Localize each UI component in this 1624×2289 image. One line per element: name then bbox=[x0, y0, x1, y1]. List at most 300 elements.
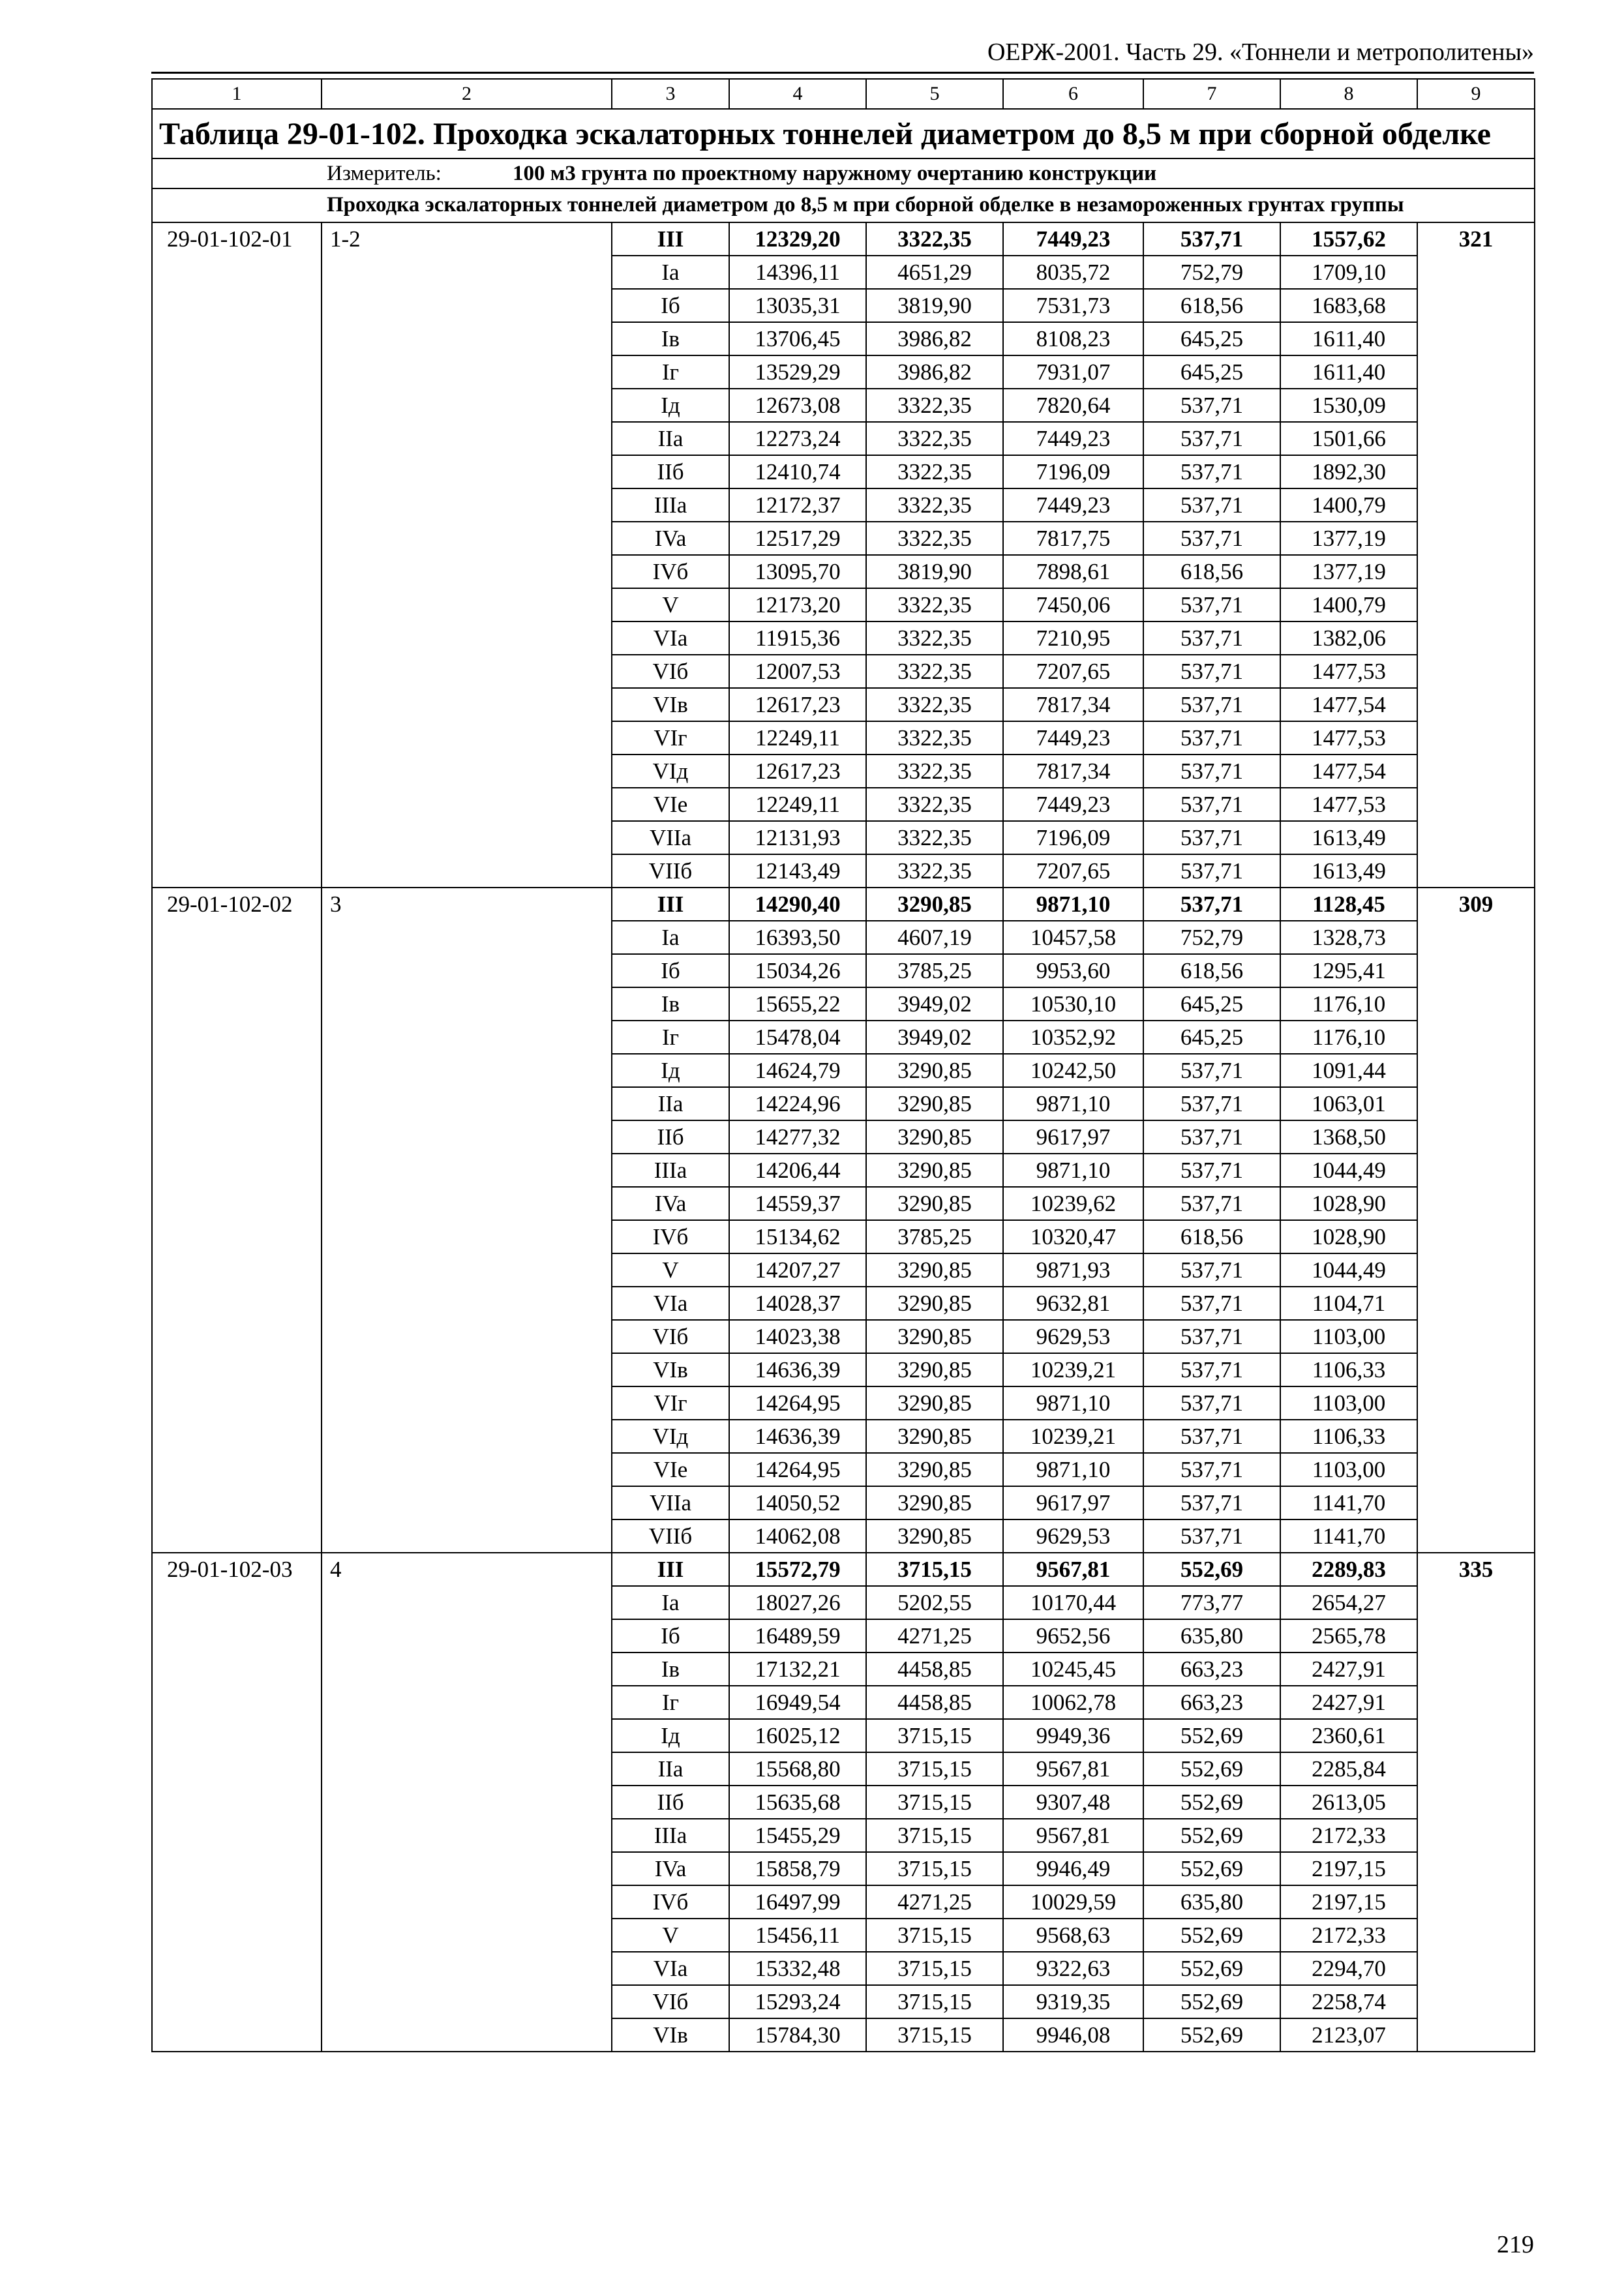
cost-value: 15572,79 bbox=[729, 1553, 866, 1586]
cost-value: 1557,62 bbox=[1280, 222, 1417, 256]
cost-value: 3322,35 bbox=[866, 522, 1003, 555]
region-code: Iв bbox=[612, 322, 729, 355]
cost-value: 15635,68 bbox=[729, 1786, 866, 1819]
region-code: Iд bbox=[612, 389, 729, 422]
cost-value: 7817,34 bbox=[1003, 755, 1143, 788]
cost-value: 537,71 bbox=[1143, 1486, 1280, 1519]
labor-norm: 335 bbox=[1417, 1553, 1535, 2052]
cost-value: 552,69 bbox=[1143, 1786, 1280, 1819]
region-code: Ia bbox=[612, 1586, 729, 1619]
cost-value: 13035,31 bbox=[729, 289, 866, 322]
page-number: 219 bbox=[1497, 2231, 1534, 2258]
region-code: IIIa bbox=[612, 1819, 729, 1852]
region-code: VIa bbox=[612, 621, 729, 655]
cost-value: 537,71 bbox=[1143, 621, 1280, 655]
cost-value: 12173,20 bbox=[729, 588, 866, 621]
cost-value: 16949,54 bbox=[729, 1686, 866, 1719]
labor-norm: 321 bbox=[1417, 222, 1535, 888]
cost-value: 14264,95 bbox=[729, 1453, 866, 1486]
soil-group: 3 bbox=[322, 888, 612, 1553]
cost-value: 552,69 bbox=[1143, 1752, 1280, 1786]
cost-value: 635,80 bbox=[1143, 1619, 1280, 1653]
cost-value: 2613,05 bbox=[1280, 1786, 1417, 1819]
cost-value: 15332,48 bbox=[729, 1952, 866, 1985]
region-code: IVб bbox=[612, 1220, 729, 1253]
cost-value: 2654,27 bbox=[1280, 1586, 1417, 1619]
cost-value: 7210,95 bbox=[1003, 621, 1143, 655]
cost-value: 537,71 bbox=[1143, 455, 1280, 488]
cost-value: 14636,39 bbox=[729, 1420, 866, 1453]
cost-value: 3290,85 bbox=[866, 1253, 1003, 1287]
cost-value: 15134,62 bbox=[729, 1220, 866, 1253]
cost-value: 14290,40 bbox=[729, 888, 866, 921]
cost-value: 3986,82 bbox=[866, 355, 1003, 389]
region-code: III bbox=[612, 888, 729, 921]
cost-value: 14023,38 bbox=[729, 1320, 866, 1353]
region-code: Iб bbox=[612, 954, 729, 987]
cost-value: 7898,61 bbox=[1003, 555, 1143, 588]
cost-value: 9946,49 bbox=[1003, 1852, 1143, 1885]
cost-value: 1382,06 bbox=[1280, 621, 1417, 655]
cost-value: 1477,54 bbox=[1280, 688, 1417, 721]
cost-value: 3949,02 bbox=[866, 1021, 1003, 1054]
region-code: VIд bbox=[612, 755, 729, 788]
region-code: IVб bbox=[612, 555, 729, 588]
cost-value: 1400,79 bbox=[1280, 588, 1417, 621]
cost-value: 552,69 bbox=[1143, 1553, 1280, 1586]
cost-value: 15034,26 bbox=[729, 954, 866, 987]
region-code: IIIa bbox=[612, 488, 729, 522]
cost-value: 537,71 bbox=[1143, 1054, 1280, 1087]
region-code: Iг bbox=[612, 1021, 729, 1054]
cost-value: 10352,92 bbox=[1003, 1021, 1143, 1054]
cost-value: 7450,06 bbox=[1003, 588, 1143, 621]
region-code: IIa bbox=[612, 422, 729, 455]
cost-value: 2565,78 bbox=[1280, 1619, 1417, 1653]
cost-value: 12172,37 bbox=[729, 488, 866, 522]
cost-value: 9568,63 bbox=[1003, 1919, 1143, 1952]
cost-value: 645,25 bbox=[1143, 987, 1280, 1021]
cost-value: 3785,25 bbox=[866, 1220, 1003, 1253]
cost-value: 1613,49 bbox=[1280, 854, 1417, 888]
cost-value: 9632,81 bbox=[1003, 1287, 1143, 1320]
cost-value: 9629,53 bbox=[1003, 1519, 1143, 1553]
cost-value: 3322,35 bbox=[866, 222, 1003, 256]
region-code: IVб bbox=[612, 1885, 729, 1919]
cost-value: 14050,52 bbox=[729, 1486, 866, 1519]
cost-value: 12517,29 bbox=[729, 522, 866, 555]
region-code: V bbox=[612, 1253, 729, 1287]
region-code: IIa bbox=[612, 1087, 729, 1120]
cost-value: 13095,70 bbox=[729, 555, 866, 588]
cost-value: 537,71 bbox=[1143, 888, 1280, 921]
region-code: VIв bbox=[612, 1353, 729, 1386]
cost-value: 3715,15 bbox=[866, 1752, 1003, 1786]
table-title: Таблица 29-01-102. Проходка эскалаторных тоннелей диаметром до 8,5 м при сборной обделке bbox=[152, 109, 1535, 158]
cost-value: 752,79 bbox=[1143, 256, 1280, 289]
soil-group: 1-2 bbox=[322, 222, 612, 888]
cost-value: 10239,21 bbox=[1003, 1420, 1143, 1453]
cost-value: 3322,35 bbox=[866, 821, 1003, 854]
description-blank bbox=[152, 188, 322, 222]
cost-value: 7449,23 bbox=[1003, 721, 1143, 755]
cost-value: 2197,15 bbox=[1280, 1885, 1417, 1919]
cost-value: 16497,99 bbox=[729, 1885, 866, 1919]
region-code: VIIб bbox=[612, 854, 729, 888]
cost-value: 537,71 bbox=[1143, 522, 1280, 555]
cost-value: 537,71 bbox=[1143, 1287, 1280, 1320]
cost-value: 537,71 bbox=[1143, 1386, 1280, 1420]
cost-value: 1400,79 bbox=[1280, 488, 1417, 522]
cost-value: 2123,07 bbox=[1280, 2018, 1417, 2052]
cost-value: 635,80 bbox=[1143, 1885, 1280, 1919]
cost-value: 3322,35 bbox=[866, 422, 1003, 455]
region-code: VIв bbox=[612, 2018, 729, 2052]
region-code: Ia bbox=[612, 256, 729, 289]
cost-value: 3322,35 bbox=[866, 721, 1003, 755]
cost-value: 1176,10 bbox=[1280, 1021, 1417, 1054]
cost-value: 1295,41 bbox=[1280, 954, 1417, 987]
cost-value: 1106,33 bbox=[1280, 1420, 1417, 1453]
cost-value: 1611,40 bbox=[1280, 322, 1417, 355]
region-code: Ia bbox=[612, 921, 729, 954]
cost-value: 3986,82 bbox=[866, 322, 1003, 355]
cost-value: 3949,02 bbox=[866, 987, 1003, 1021]
region-code: III bbox=[612, 1553, 729, 1586]
cost-value: 552,69 bbox=[1143, 1985, 1280, 2018]
cost-value: 9567,81 bbox=[1003, 1553, 1143, 1586]
cost-value: 16489,59 bbox=[729, 1619, 866, 1653]
region-code: VIe bbox=[612, 788, 729, 821]
cost-value: 9953,60 bbox=[1003, 954, 1143, 987]
cost-value: 537,71 bbox=[1143, 1519, 1280, 1553]
cost-value: 2285,84 bbox=[1280, 1752, 1417, 1786]
region-code: VIa bbox=[612, 1287, 729, 1320]
unit-label: Измеритель: bbox=[327, 162, 442, 185]
cost-value: 9871,93 bbox=[1003, 1253, 1143, 1287]
cost-value: 9871,10 bbox=[1003, 1453, 1143, 1486]
cost-value: 1103,00 bbox=[1280, 1386, 1417, 1420]
column-number: 6 bbox=[1003, 79, 1143, 109]
cost-value: 1328,73 bbox=[1280, 921, 1417, 954]
cost-value: 7449,23 bbox=[1003, 422, 1143, 455]
cost-value: 14206,44 bbox=[729, 1154, 866, 1187]
cost-value: 7449,23 bbox=[1003, 488, 1143, 522]
cost-value: 10029,59 bbox=[1003, 1885, 1143, 1919]
column-number: 2 bbox=[322, 79, 612, 109]
rate-code: 29-01-102-03 bbox=[152, 1553, 322, 2052]
cost-value: 3322,35 bbox=[866, 389, 1003, 422]
cost-value: 537,71 bbox=[1143, 1087, 1280, 1120]
unit-row bbox=[152, 158, 1535, 188]
cost-value: 3819,90 bbox=[866, 555, 1003, 588]
cost-value: 1028,90 bbox=[1280, 1220, 1417, 1253]
cost-value: 1141,70 bbox=[1280, 1486, 1417, 1519]
cost-value: 1141,70 bbox=[1280, 1519, 1417, 1553]
cost-value: 9617,97 bbox=[1003, 1120, 1143, 1154]
unit-cell bbox=[322, 158, 1535, 188]
cost-value: 1104,71 bbox=[1280, 1287, 1417, 1320]
cost-value: 18027,26 bbox=[729, 1586, 866, 1619]
cost-value: 537,71 bbox=[1143, 588, 1280, 621]
cost-value: 1477,53 bbox=[1280, 788, 1417, 821]
cost-value: 9946,08 bbox=[1003, 2018, 1143, 2052]
cost-value: 537,71 bbox=[1143, 1420, 1280, 1453]
cost-value: 4271,25 bbox=[866, 1885, 1003, 1919]
cost-value: 3290,85 bbox=[866, 1187, 1003, 1220]
cost-value: 10530,10 bbox=[1003, 987, 1143, 1021]
cost-value: 3290,85 bbox=[866, 1054, 1003, 1087]
cost-value: 2172,33 bbox=[1280, 1819, 1417, 1852]
cost-value: 1063,01 bbox=[1280, 1087, 1417, 1120]
work-description: Проходка эскалаторных тоннелей диаметром до 8,5 м при сборной обделке в незамороженных грунтах группы bbox=[322, 188, 1535, 222]
cost-value: 9567,81 bbox=[1003, 1752, 1143, 1786]
cost-value: 1709,10 bbox=[1280, 256, 1417, 289]
region-code: VIe bbox=[612, 1453, 729, 1486]
cost-value: 537,71 bbox=[1143, 1187, 1280, 1220]
cost-value: 8108,23 bbox=[1003, 322, 1143, 355]
cost-value: 3322,35 bbox=[866, 455, 1003, 488]
cost-value: 2360,61 bbox=[1280, 1719, 1417, 1752]
cost-value: 10239,62 bbox=[1003, 1187, 1143, 1220]
cost-value: 3715,15 bbox=[866, 1852, 1003, 1885]
table-row bbox=[152, 1553, 1535, 1586]
cost-value: 3322,35 bbox=[866, 488, 1003, 522]
cost-value: 3715,15 bbox=[866, 2018, 1003, 2052]
cost-value: 3322,35 bbox=[866, 788, 1003, 821]
cost-value: 15858,79 bbox=[729, 1852, 866, 1885]
column-number: 4 bbox=[729, 79, 866, 109]
cost-value: 3715,15 bbox=[866, 1819, 1003, 1852]
cost-value: 10062,78 bbox=[1003, 1686, 1143, 1719]
column-number: 1 bbox=[152, 79, 322, 109]
region-code: V bbox=[612, 1919, 729, 1952]
cost-value: 1106,33 bbox=[1280, 1353, 1417, 1386]
cost-value: 14277,32 bbox=[729, 1120, 866, 1154]
region-code: VIд bbox=[612, 1420, 729, 1453]
cost-value: 3715,15 bbox=[866, 1919, 1003, 1952]
cost-value: 3290,85 bbox=[866, 1453, 1003, 1486]
cost-value: 3290,85 bbox=[866, 1353, 1003, 1386]
cost-value: 9871,10 bbox=[1003, 1386, 1143, 1420]
cost-value: 3290,85 bbox=[866, 888, 1003, 921]
cost-value: 9322,63 bbox=[1003, 1952, 1143, 1985]
cost-value: 2197,15 bbox=[1280, 1852, 1417, 1885]
region-code: V bbox=[612, 588, 729, 621]
cost-value: 3715,15 bbox=[866, 1719, 1003, 1752]
cost-value: 2258,74 bbox=[1280, 1985, 1417, 2018]
cost-value: 17132,21 bbox=[729, 1653, 866, 1686]
region-code: VIIa bbox=[612, 1486, 729, 1519]
cost-value: 1477,53 bbox=[1280, 655, 1417, 688]
region-code: VIIб bbox=[612, 1519, 729, 1553]
cost-value: 1892,30 bbox=[1280, 455, 1417, 488]
cost-value: 3290,85 bbox=[866, 1386, 1003, 1420]
cost-value: 3715,15 bbox=[866, 1952, 1003, 1985]
region-code: IVa bbox=[612, 1852, 729, 1885]
cost-value: 2172,33 bbox=[1280, 1919, 1417, 1952]
cost-value: 1377,19 bbox=[1280, 555, 1417, 588]
cost-value: 552,69 bbox=[1143, 1952, 1280, 1985]
cost-value: 9319,35 bbox=[1003, 1985, 1143, 2018]
column-number: 7 bbox=[1143, 79, 1280, 109]
region-code: VIв bbox=[612, 688, 729, 721]
table-body bbox=[152, 79, 1535, 2052]
region-code: VIIa bbox=[612, 821, 729, 854]
cost-value: 1368,50 bbox=[1280, 1120, 1417, 1154]
cost-value: 537,71 bbox=[1143, 788, 1280, 821]
cost-value: 3819,90 bbox=[866, 289, 1003, 322]
cost-value: 14224,96 bbox=[729, 1087, 866, 1120]
cost-value: 618,56 bbox=[1143, 1220, 1280, 1253]
cost-value: 4651,29 bbox=[866, 256, 1003, 289]
cost-value: 7817,34 bbox=[1003, 688, 1143, 721]
region-code: III bbox=[612, 222, 729, 256]
cost-value: 1176,10 bbox=[1280, 987, 1417, 1021]
rate-code: 29-01-102-01 bbox=[152, 222, 322, 888]
cost-value: 7196,09 bbox=[1003, 455, 1143, 488]
cost-value: 552,69 bbox=[1143, 1919, 1280, 1952]
labor-norm: 309 bbox=[1417, 888, 1535, 1553]
region-code: IIб bbox=[612, 455, 729, 488]
cost-value: 1530,09 bbox=[1280, 389, 1417, 422]
cost-value: 14028,37 bbox=[729, 1287, 866, 1320]
region-code: Iб bbox=[612, 289, 729, 322]
cost-value: 10245,45 bbox=[1003, 1653, 1143, 1686]
cost-value: 552,69 bbox=[1143, 1719, 1280, 1752]
cost-value: 14559,37 bbox=[729, 1187, 866, 1220]
cost-value: 3290,85 bbox=[866, 1120, 1003, 1154]
cost-value: 1613,49 bbox=[1280, 821, 1417, 854]
cost-value: 537,71 bbox=[1143, 422, 1280, 455]
cost-value: 12617,23 bbox=[729, 755, 866, 788]
cost-value: 537,71 bbox=[1143, 488, 1280, 522]
cost-value: 663,23 bbox=[1143, 1686, 1280, 1719]
cost-value: 7207,65 bbox=[1003, 854, 1143, 888]
cost-value: 15478,04 bbox=[729, 1021, 866, 1054]
cost-value: 1044,49 bbox=[1280, 1154, 1417, 1187]
cost-value: 552,69 bbox=[1143, 1819, 1280, 1852]
cost-value: 9871,10 bbox=[1003, 1154, 1143, 1187]
cost-value: 4458,85 bbox=[866, 1653, 1003, 1686]
region-code: VIб bbox=[612, 655, 729, 688]
cost-value: 1611,40 bbox=[1280, 355, 1417, 389]
cost-value: 537,71 bbox=[1143, 755, 1280, 788]
cost-value: 7820,64 bbox=[1003, 389, 1143, 422]
page-header: ОЕРЖ-2001. Часть 29. «Тоннели и метрополитены» bbox=[987, 38, 1534, 66]
cost-value: 3785,25 bbox=[866, 954, 1003, 987]
region-code: Iд bbox=[612, 1054, 729, 1087]
cost-value: 10457,58 bbox=[1003, 921, 1143, 954]
cost-value: 9617,97 bbox=[1003, 1486, 1143, 1519]
cost-value: 12249,11 bbox=[729, 788, 866, 821]
cost-value: 14396,11 bbox=[729, 256, 866, 289]
cost-value: 618,56 bbox=[1143, 954, 1280, 987]
soil-group: 4 bbox=[322, 1553, 612, 2052]
cost-value: 9871,10 bbox=[1003, 1087, 1143, 1120]
cost-value: 12410,74 bbox=[729, 455, 866, 488]
cost-value: 537,71 bbox=[1143, 389, 1280, 422]
cost-value: 10320,47 bbox=[1003, 1220, 1143, 1253]
cost-value: 618,56 bbox=[1143, 555, 1280, 588]
cost-value: 3715,15 bbox=[866, 1786, 1003, 1819]
cost-value: 15456,11 bbox=[729, 1919, 866, 1952]
cost-value: 773,77 bbox=[1143, 1586, 1280, 1619]
cost-value: 9949,36 bbox=[1003, 1719, 1143, 1752]
unit-value: 100 м3 грунта по проектному наружному очертанию конструкции bbox=[513, 162, 1157, 185]
cost-value: 3290,85 bbox=[866, 1519, 1003, 1553]
cost-value: 3322,35 bbox=[866, 854, 1003, 888]
cost-value: 1044,49 bbox=[1280, 1253, 1417, 1287]
cost-value: 2427,91 bbox=[1280, 1653, 1417, 1686]
cost-value: 537,71 bbox=[1143, 1154, 1280, 1187]
cost-value: 11915,36 bbox=[729, 621, 866, 655]
region-code: Iд bbox=[612, 1719, 729, 1752]
cost-value: 3322,35 bbox=[866, 688, 1003, 721]
cost-value: 537,71 bbox=[1143, 854, 1280, 888]
cost-value: 12131,93 bbox=[729, 821, 866, 854]
region-code: Iг bbox=[612, 1686, 729, 1719]
cost-value: 10170,44 bbox=[1003, 1586, 1143, 1619]
norms-table bbox=[151, 78, 1535, 2052]
column-number: 5 bbox=[866, 79, 1003, 109]
cost-value: 1028,90 bbox=[1280, 1187, 1417, 1220]
cost-value: 3290,85 bbox=[866, 1287, 1003, 1320]
cost-value: 3290,85 bbox=[866, 1087, 1003, 1120]
cost-value: 537,71 bbox=[1143, 688, 1280, 721]
cost-value: 12617,23 bbox=[729, 688, 866, 721]
cost-value: 12143,49 bbox=[729, 854, 866, 888]
cost-value: 2289,83 bbox=[1280, 1553, 1417, 1586]
cost-value: 7531,73 bbox=[1003, 289, 1143, 322]
region-code: VIб bbox=[612, 1320, 729, 1353]
cost-value: 663,23 bbox=[1143, 1653, 1280, 1686]
cost-value: 3715,15 bbox=[866, 1985, 1003, 2018]
cost-value: 10239,21 bbox=[1003, 1353, 1143, 1386]
cost-value: 1128,45 bbox=[1280, 888, 1417, 921]
header-rule bbox=[151, 72, 1534, 74]
unit-blank bbox=[152, 158, 322, 188]
cost-value: 1377,19 bbox=[1280, 522, 1417, 555]
cost-value: 552,69 bbox=[1143, 1852, 1280, 1885]
cost-value: 7207,65 bbox=[1003, 655, 1143, 688]
region-code: Iв bbox=[612, 987, 729, 1021]
cost-value: 3715,15 bbox=[866, 1553, 1003, 1586]
cost-value: 13529,29 bbox=[729, 355, 866, 389]
cost-value: 3322,35 bbox=[866, 655, 1003, 688]
cost-value: 537,71 bbox=[1143, 1320, 1280, 1353]
region-code: VIa bbox=[612, 1952, 729, 1985]
cost-value: 5202,55 bbox=[866, 1586, 1003, 1619]
region-code: IIIa bbox=[612, 1154, 729, 1187]
cost-value: 4458,85 bbox=[866, 1686, 1003, 1719]
cost-value: 1477,53 bbox=[1280, 721, 1417, 755]
cost-value: 9871,10 bbox=[1003, 888, 1143, 921]
region-code: IIa bbox=[612, 1752, 729, 1786]
cost-value: 552,69 bbox=[1143, 2018, 1280, 2052]
cost-value: 12007,53 bbox=[729, 655, 866, 688]
cost-value: 2427,91 bbox=[1280, 1686, 1417, 1719]
cost-value: 537,71 bbox=[1143, 721, 1280, 755]
cost-value: 645,25 bbox=[1143, 322, 1280, 355]
cost-value: 14624,79 bbox=[729, 1054, 866, 1087]
cost-value: 12249,11 bbox=[729, 721, 866, 755]
region-code: IIб bbox=[612, 1120, 729, 1154]
cost-value: 7817,75 bbox=[1003, 522, 1143, 555]
column-number: 3 bbox=[612, 79, 729, 109]
cost-value: 15655,22 bbox=[729, 987, 866, 1021]
region-code: VIг bbox=[612, 1386, 729, 1420]
